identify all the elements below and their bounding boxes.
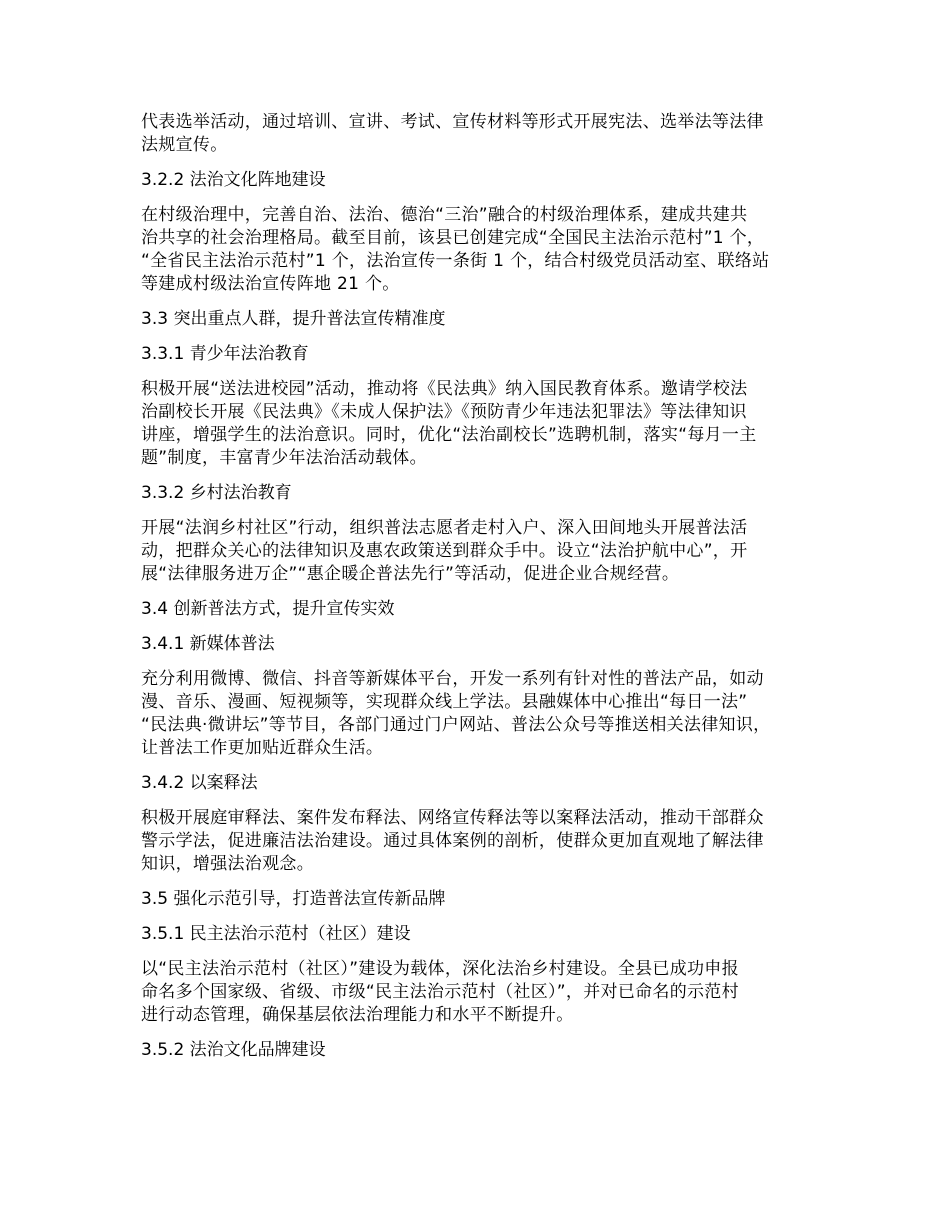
section-heading: 3.5 强化示范引导，打造普法宣传新品牌 bbox=[141, 889, 446, 909]
paragraph: 代表选举活动，通过培训、宣讲、考试、宣传材料等形式开展宪法、选举法等法律 法规宣传。 bbox=[141, 112, 764, 155]
paragraph: 积极开展“送法进校园”活动，推动将《民法典》纳入国民教育体系。邀请学校法 治副校长开展《民法典》《未成人保护法》《预防青少年违法犯罪法》等法律知识 讲座，增强学生的法治意识。同时，优化“法治副校长”选聘机制，落实“每月一主 题”制度，丰富青少年法治活动载体。 bbox=[141, 379, 757, 468]
paragraph: 积极开展庭审释法、案件发布释法、网络宣传释法等以案释法活动，推动干部群众 警示学法，促进廉洁法治建设。通过具体案例的剖析，使群众更加直观地了解法律 知识，增强法治观念。 bbox=[141, 808, 764, 874]
section-heading: 3.5.1 民主法治示范村（社区）建设 bbox=[141, 924, 411, 944]
section-heading: 3.5.2 法治文化品牌建设 bbox=[141, 1040, 326, 1060]
section-heading: 3.4.2 以案释法 bbox=[141, 773, 258, 793]
section-heading: 3.3.2 乡村法治教育 bbox=[141, 483, 292, 503]
paragraph: 在村级治理中，完善自治、法治、德治“三治”融合的村级治理体系，建成共建共 治共享的社会治理格局。截至目前，该县已创建完成“全国民主法治示范村”1 个， “全省民主法治示范村”1 个，法治宣传一条街 1 个，结合村级党员活动室、联络站 等建成村级法治宣传阵地 21 个。 bbox=[141, 205, 770, 294]
paragraph: 以“民主法治示范村（社区）”建设为载体，深化法治乡村建设。全县已成功申报 命名多个国家级、省级、市级“民主法治示范村（社区）”，并对已命名的示范村 进行动态管理，确保基层依法治理能力和水平不断提升。 bbox=[141, 959, 739, 1025]
section-heading: 3.2.2 法治文化阵地建设 bbox=[141, 170, 326, 190]
section-heading: 3.4 创新普法方式，提升宣传实效 bbox=[141, 599, 395, 619]
section-heading: 3.3 突出重点人群，提升普法宣传精准度 bbox=[141, 309, 446, 329]
document-page bbox=[141, 111, 813, 1074]
section-heading: 3.3.1 青少年法治教育 bbox=[141, 344, 309, 364]
section-heading: 3.4.1 新媒体普法 bbox=[141, 634, 275, 654]
paragraph: 充分利用微博、微信、抖音等新媒体平台，开发一系列有针对性的普法产品，如动 漫、音乐、漫画、短视频等，实现群众线上学法。县融媒体中心推出“每日一法” “民法典·微讲坛”等节目，各部门通过门户网站、普法公众号等推送相关法律知识， 让普法工作更加贴近群众生活。 bbox=[141, 669, 771, 758]
paragraph: 开展“法润乡村社区”行动，组织普法志愿者走村入户、深入田间地头开展普法活 动，把群众关心的法律知识及惠农政策送到群众手中。设立“法治护航中心”，开 展“法律服务进万企”“惠企暖企普法先行”等活动，促进企业合规经营。 bbox=[141, 518, 748, 584]
